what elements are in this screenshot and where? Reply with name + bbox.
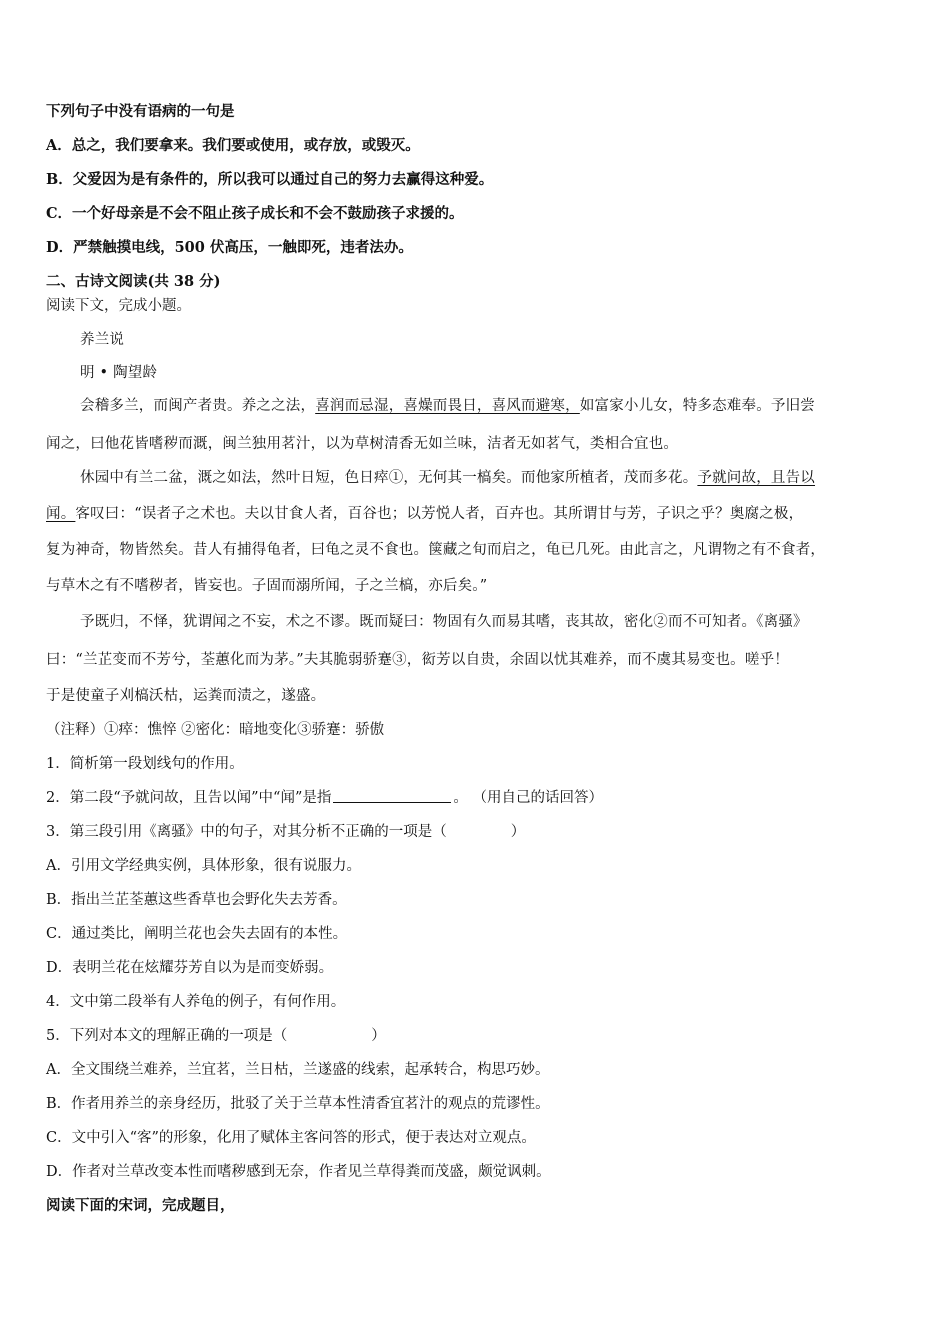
q5-option-a: A．全文围绕兰难养，兰宜茗，兰日枯，兰遂盛的线索，起承转合，构思巧妙。: [46, 1062, 550, 1078]
p2-text-a: 休园中有兰二盆，溉之如法，然叶日短，色日瘁①，无何其一槁矣。而他家所植者，茂而多花。: [80, 470, 698, 486]
q5-option-c: C．文中引入“客”的形象，化用了赋体主客问答的形式，便于表达对立观点。: [46, 1130, 536, 1146]
passage-p3-line3: 于是使童子刈槁沃枯，运粪而渍之，遂盛。: [46, 688, 326, 704]
option-c: C．一个好母亲是不会不阻止孩子成长和不会不鼓励孩子求援的。: [46, 205, 464, 222]
p2-text-b: 客叹曰：“误者子之术也。夫以甘食人者，百谷也；以芳悦人者，百卉也。其所谓甘与芳，子识之乎？奥腐之极，: [75, 506, 804, 522]
underlined-phrase-2: 闻。: [46, 506, 76, 522]
passage-p1-line2: 闻之，曰他花皆嗜秽而溉，闽兰独用茗汁，以为草树清香无如兰味，洁者无如茗气，类相合宜也。: [46, 436, 679, 452]
q5-stem: 5．下列对本文的理解正确的一项是（: [46, 1028, 288, 1044]
reading-intro: 阅读下文，完成小题。: [46, 298, 191, 314]
q3-close: ）: [510, 824, 526, 840]
annotation-notes: （注释）①瘁：憔悴 ②密化：暗地变化③骄蹇：骄傲: [46, 722, 385, 738]
next-section-intro: 阅读下面的宋词，完成题目，: [46, 1197, 235, 1214]
q2-stem: 2．第二段“予就问故，且告以闻”中“闻”是指: [46, 790, 332, 806]
passage-title: 养兰说: [80, 332, 125, 348]
question-2: [46, 788, 910, 808]
p1-text-a: 会稽多兰，而闽产者贵。养之之法，: [80, 398, 316, 414]
question-3: [46, 822, 910, 842]
q2-tail: 。 （用自己的话回答）: [453, 790, 603, 806]
underlined-sentence: 喜润而忌湿，喜燥而畏日，喜风而避寒，: [315, 398, 580, 414]
passage-p2-line3: 复为神奇，物皆然矣。昔人有捕得龟者，曰龟之灵不食也。箧藏之旬而启之，龟已几死。由此言之，凡谓物之有不食者，: [46, 542, 826, 558]
q5-close: ）: [371, 1028, 386, 1044]
q5-option-b: B．作者用养兰的亲身经历，批驳了关于兰草本性清香宜茗汁的观点的荒谬性。: [46, 1096, 550, 1112]
q3-option-d: D．表明兰花在炫耀芬芳自以为是而变娇弱。: [46, 960, 334, 976]
answer-blank[interactable]: [333, 788, 451, 803]
question-5: [46, 1026, 910, 1046]
underlined-phrase-1: 予就问故，且告以: [697, 470, 816, 486]
passage-p1-line1: [80, 396, 910, 416]
q5-option-d: D．作者对兰草改变本性而嗜秽感到无奈，作者见兰草得粪而茂盛，颇觉讽刺。: [46, 1164, 551, 1180]
question-1: 1．简析第一段划线句的作用。: [46, 756, 244, 772]
passage-author: 明 • 陶望龄: [80, 365, 158, 381]
option-a: A．总之，我们要拿来。我们要或使用，或存放，或毁灭。: [46, 137, 420, 154]
passage-p2-line1: [80, 468, 910, 488]
passage-p3-line2: 曰：“兰芷变而不芳兮，荃蕙化而为茅。”夫其脆弱骄蹇③，衒芳以自贵，余固以忧其难养，而不虞其易变也。嗟乎！: [46, 652, 789, 668]
q3-option-a: A．引用文学经典实例，具体形象，很有说服力。: [46, 858, 361, 874]
passage-p2-line4: 与草木之有不嗜秽者，皆妄也。子固而溺所闻，子之兰槁，亦后矣。”: [46, 578, 488, 594]
question-stem: 下列句子中没有语病的一句是: [46, 103, 235, 120]
q3-option-c: C．通过类比，阐明兰花也会失去固有的本性。: [46, 926, 348, 942]
passage-p3-line1: 予既归，不怿，犹谓闻之不妄，术之不谬。既而疑曰：物固有久而易其嗜，丧其故，密化②而不可知者。《离骚》: [80, 614, 808, 630]
p1-text-b: 如富家小儿女，特多态难奉。予旧尝: [579, 398, 816, 414]
passage-p2-line2: [46, 504, 910, 524]
option-b: B．父爱因为是有条件的，所以我可以通过自己的努力去赢得这种爱。: [46, 171, 494, 188]
question-4: 4．文中第二段举有人养龟的例子，有何作用。: [46, 994, 346, 1010]
option-d: D．严禁触摸电线，500 伏高压，一触即死，违者法办。: [46, 239, 413, 256]
section-heading: 二、古诗文阅读(共 38 分): [46, 273, 221, 290]
q3-stem: 3．第三段引用《离骚》中的句子，对其分析不正确的一项是（: [46, 824, 447, 840]
q3-option-b: B．指出兰芷荃蕙这些香草也会野化失去芳香。: [46, 892, 347, 908]
